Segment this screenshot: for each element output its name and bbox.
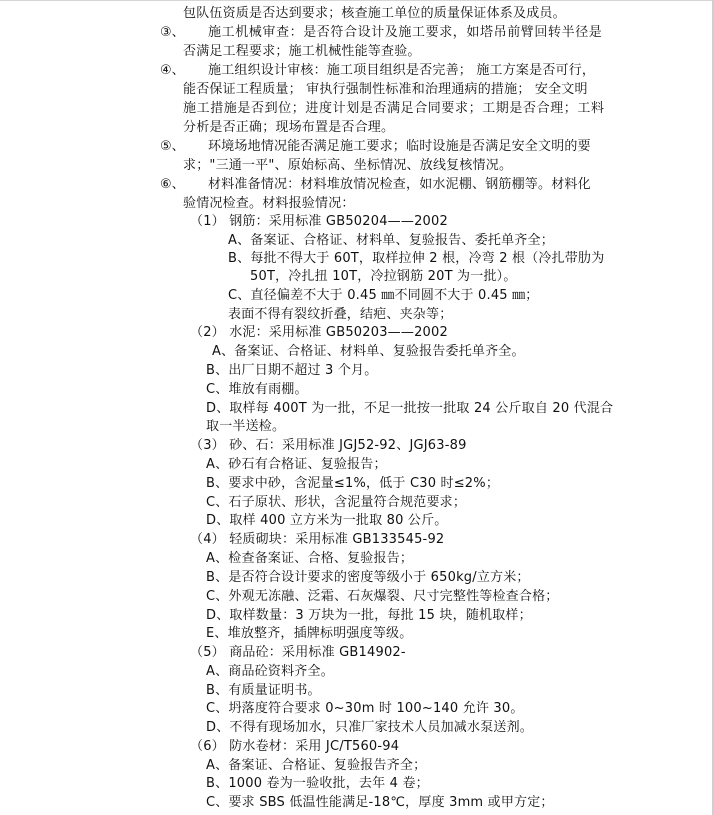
list-item: D、不得有现场加水，只准厂家技术人员加减水泵送剂。 [206, 720, 534, 735]
text-line: 环境场地情况能否满足施工要求；临时设施是否满足安全文明的要 [208, 139, 591, 154]
list-item: C、石子原状、形状，含泥量符合规范要求； [206, 495, 467, 510]
list-item: A、备案证、合格证、材料单、复验报告委托单齐全。 [212, 344, 525, 359]
item-number-5: ⑤、 [160, 139, 185, 154]
list-item: A、砂石有合格证、复验报告； [206, 457, 387, 472]
text-line: 求；"三通一平"、原始标高、坐标情况、放线复核情况。 [183, 158, 513, 173]
list-item: B、要求中砂，含泥量≤1%，低于 C30 时≤2%； [206, 476, 500, 491]
item-number-6: ⑥、 [160, 177, 185, 192]
list-item: D、取样每 400T 为一批，不足一批按一批取 24 公斤取自 20 代混合 [206, 401, 614, 416]
section-heading-sand-stone: （3） 砂、石：采用标准 JGJ52-92、JGJ63-89 [190, 438, 467, 453]
list-item: A、检查备案证、合格、复验报告； [206, 551, 414, 566]
text-line: 包队伍资质是否达到要求；核查施工单位的质量保证体系及成员。 [183, 6, 566, 21]
list-item: A、备案证、合格证、复验报告齐全； [206, 758, 427, 773]
text-line: 能否保证工程质量； 审执行强制性标准和治理通病的措施； 安全文明 [183, 82, 588, 97]
list-item: E、堆放整齐，插牌标明强度等级。 [206, 626, 413, 641]
list-item: D、取样数量：3 万块为一批，每批 15 块，随机取样； [206, 608, 532, 623]
text-line: 施工机械审查：是否符合设计及施工要求，如塔吊前臂回转半径是 [208, 25, 603, 40]
list-item: C、要求 SBS 低温性能满足-18℃，厚度 3mm 或甲方定； [206, 795, 554, 810]
text-line: 材料准备情况：材料堆放情况检查，如水泥棚、钢筋棚等。材料化 [208, 177, 591, 192]
list-item: C、外观无冻融、泛霜、石灰爆裂、尺寸完整性等检查合格； [206, 589, 559, 604]
list-item: B、有质量证明书。 [206, 683, 321, 698]
section-heading-concrete: （5） 商品砼：采用标准 GB14902- [190, 645, 406, 660]
list-item: D、取样 400 立方米为一批取 80 公斤。 [206, 513, 448, 528]
text-line: 验情况检查。材料报验情况： [183, 196, 355, 211]
list-item: C、直径偏差不大于 0.45 ㎜不同圆不大于 0.45 ㎜； [228, 288, 539, 303]
text-line: 施工措施是否到位；进度计划是否满足合同要求；工期是否合理；工料 [183, 101, 605, 116]
item-number-4: ④、 [160, 63, 185, 78]
item-number-3: ③、 [160, 25, 185, 40]
section-heading-light-block: （4） 轻质砌块：采用标准 GB133545-92 [190, 532, 445, 547]
list-item-continued: 50T，冷扎扭 10T，冷拉钢筋 20T 为一批）。 [250, 269, 517, 284]
list-item: C、堆放有雨棚。 [206, 382, 308, 397]
list-item: C、坍落度符合要求 0~30m 时 100~140 允许 30。 [206, 701, 524, 716]
list-item-continued: 表面不得有裂纹折叠，结疤、夹杂等； [228, 307, 453, 322]
list-item: B、出厂日期不超过 3 个月。 [206, 363, 378, 378]
section-heading-rebar: （1） 钢筋：采用标准 GB50204——2002 [190, 214, 448, 229]
list-item-continued: 取一半送检。 [206, 419, 286, 434]
list-item: B、每批不得大于 60T，取样拉伸 2 根，冷弯 2 根（冷扎带肋为 [228, 251, 605, 266]
page-top-border [0, 0, 714, 1]
list-item: A、商品砼资料齐全。 [206, 664, 334, 679]
text-line: 否满足工程要求；施工机械性能等查验。 [183, 44, 421, 59]
list-item: B、1000 卷为一验收批，去年 4 卷； [206, 776, 429, 791]
section-heading-waterproof: （6） 防水卷材：采用 JC/T560-94 [190, 739, 400, 754]
text-line: 施工组织设计审核：施工项目组织是否完善； 施工方案是否可行， [208, 63, 596, 78]
text-line: 分析是否正确；现场布置是否合理。 [183, 120, 395, 135]
list-item: A、备案证、合格证、材料单、复验报告、委托单齐全； [228, 233, 554, 248]
section-heading-cement: （2） 水泥：采用标准 GB50203——2002 [190, 325, 448, 340]
list-item: B、是否符合设计要求的密度等级小于 650kg/立方米； [206, 570, 530, 585]
